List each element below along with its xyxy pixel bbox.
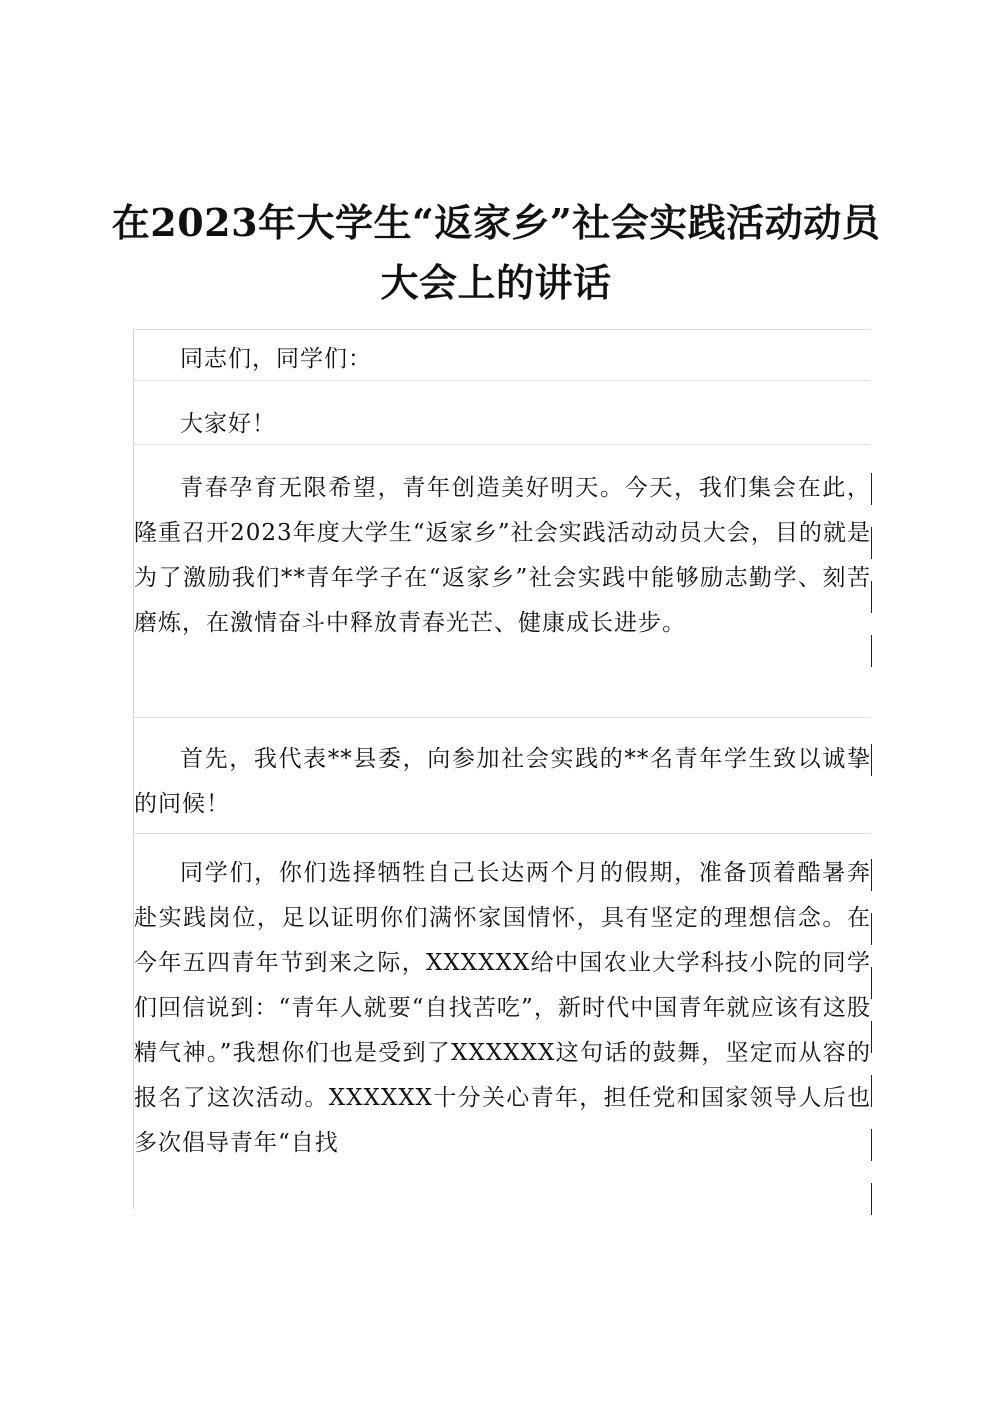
paragraph-divider: [134, 717, 871, 718]
text-cursor-mark: [871, 967, 872, 999]
text-cursor-mark: [871, 859, 872, 891]
paragraph-greeting: 大家好！: [180, 411, 276, 437]
paragraph-students: 同学们，你们选择牺牲自己长达两个月的假期，准备顶着酷暑奔赴实践岗位，足以证明你们满怀家国情怀，具有坚定的理想信念。在今年五四青年节到来之际，XXXXXX给中国农业大学科技小院的同学们回信说到：“青年人就要“自找苦吃”，新时代中国青年就应该有这股精气神。”我想你们也是受到了XXXXXX这句话的鼓舞，坚定而从容的报名了这次活动。XXXXXX十分关心青年，担任党和国家领导人后也多次倡导青年“自找: [134, 860, 871, 1156]
paragraph-divider: [134, 833, 871, 834]
paragraph-greetings-on-behalf: 首先，我代表**县委，向参加社会实践的**名青年学生致以诚挚的问候！: [134, 746, 871, 817]
text-cursor-mark: [871, 913, 872, 945]
text-cursor-mark: [871, 1129, 872, 1161]
text-cursor-mark: [871, 581, 872, 613]
text-cursor-mark: [871, 1183, 872, 1215]
text-cursor-mark: [871, 473, 872, 505]
text-cursor-mark: [871, 1021, 872, 1053]
text-cursor-mark: [871, 744, 872, 776]
paragraph-salutation: 同志们，同学们：: [180, 346, 372, 372]
paragraph-divider: [134, 329, 871, 330]
paragraph-divider: [134, 380, 871, 381]
document-title: 在2023年大学生“返家乡”社会实践活动动员大会上的讲话: [111, 200, 881, 305]
text-cursor-mark: [871, 635, 872, 667]
text-cursor-mark: [871, 1075, 872, 1107]
document-body: [133, 329, 871, 1209]
text-cursor-mark: [871, 527, 872, 559]
paragraph-opening: 青春孕育无限希望，青年创造美好明天。今天，我们集会在此，隆重召开2023年度大学生“返家乡”社会实践活动动员大会，目的就是为了激励我们**青年学子在“返家乡”社会实践中能够励志勤学、刻苦磨炼，在激情奋斗中释放青春光芒、健康成长进步。: [134, 475, 871, 636]
paragraph-divider: [134, 444, 871, 445]
